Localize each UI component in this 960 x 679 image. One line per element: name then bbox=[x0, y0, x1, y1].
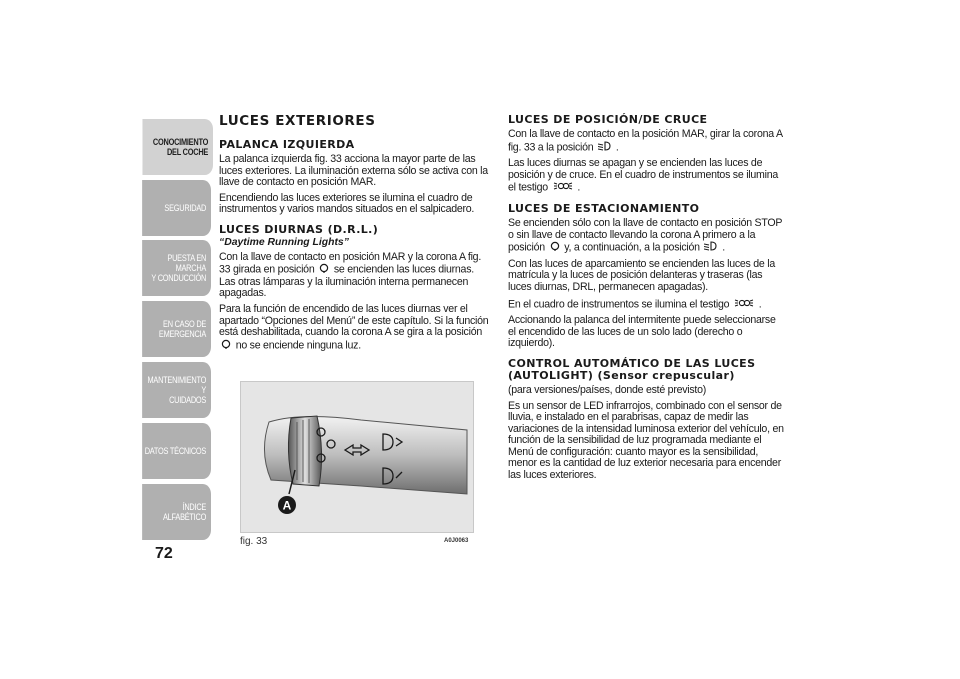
section-heading: LUCES DIURNAS (D.R.L.) bbox=[219, 222, 379, 236]
section-luces-estacionamiento bbox=[508, 203, 784, 350]
tab-puesta-en-marcha[interactable]: PUESTA EN MARCHA Y CONDUCCIÓN bbox=[142, 240, 211, 296]
paragraph: Se encienden sólo con la llave de contacto en posición STOP o sin llave de contacto llevando la corona A primero a la posición y, a continuación, a la posición . bbox=[508, 216, 783, 254]
light-stalk-illustration bbox=[241, 382, 473, 532]
callout-a-label: A bbox=[282, 498, 292, 513]
paragraph: Accionando la palanca del intermitente puede seleccionarse el encendido de las luces de un solo lado (derecho o izquierdo). bbox=[508, 314, 776, 350]
figure-caption: fig. 33 bbox=[240, 536, 268, 547]
paragraph: La palanca izquierda fig. 33 acciona la mayor parte de las luces exteriores. La iluminación externa sólo se activa con la llave de contacto en posición MAR. bbox=[219, 153, 488, 189]
paragraph: Con la llave de contacto en posición MAR y la corona A fig. 33 girada en posición se encienden las luces diurnas. Las otras lámparas y la iluminación interna permanecen apagadas. bbox=[219, 250, 482, 300]
section-autolight bbox=[508, 358, 784, 482]
low-beam-icon bbox=[598, 141, 611, 155]
section-subtitle: “Daytime Running Lights” bbox=[219, 236, 349, 248]
paragraph: (para versiones/países, donde esté previsto) bbox=[508, 383, 707, 396]
paragraph: Las luces diurnas se apagan y se encienden las luces de posición y de cruce. En el cuadro de instrumentos se ilumina el testigo . bbox=[508, 157, 779, 194]
paragraph: Para la función de encendido de las luces diurnas ver el apartado “Opciones del Menú” de este capítulo. Si la función está deshabilitada, cuando la corona A se gira a la posición no se enciende ninguna luz. bbox=[219, 302, 489, 352]
off-position-icon bbox=[550, 241, 560, 255]
paragraph: Encendiendo las luces exteriores se ilumina el cuadro de instrumentos y varios mandos situados en el salpicadero. bbox=[219, 191, 475, 216]
section-heading: LUCES DE ESTACIONAMIENTO bbox=[508, 201, 700, 215]
section-luces-diurnas bbox=[219, 224, 491, 352]
section-palanca-izquierda bbox=[219, 139, 491, 216]
paragraph: En el cuadro de instrumentos se ilumina el testigo . bbox=[508, 298, 762, 311]
tab-mantenimiento[interactable]: MANTENIMIENTO Y CUIDADOS bbox=[142, 362, 211, 418]
page-number: 72 bbox=[155, 545, 173, 562]
tab-en-caso-de-emergencia[interactable]: EN CASO DE EMERGENCIA bbox=[142, 301, 211, 357]
right-column bbox=[508, 114, 784, 490]
low-beam-icon bbox=[704, 241, 717, 255]
tab-conocimiento-del-coche[interactable]: CONOCIMIENTO DEL COCHE bbox=[142, 119, 213, 175]
tab-indice-alfabetico[interactable]: ÍNDICE ALFABÉTICO bbox=[142, 484, 211, 540]
figure-light-stalk bbox=[240, 381, 474, 533]
position-lights-warning-icon bbox=[553, 181, 573, 195]
drl-position-icon bbox=[221, 339, 231, 353]
section-luces-posicion-cruce bbox=[508, 114, 784, 195]
section-heading: CONTROL AUTOMÁTICO DE LAS LUCES (AUTOLIGHT) (Sensor crepuscular) bbox=[508, 356, 756, 382]
section-heading: LUCES DE POSICIÓN/DE CRUCE bbox=[508, 113, 708, 126]
figure-code: A0J0063 bbox=[444, 538, 469, 544]
page-title: LUCES EXTERIORES bbox=[219, 113, 376, 129]
tab-seguridad[interactable]: SEGURIDAD bbox=[142, 180, 211, 236]
position-lights-warning-icon bbox=[734, 298, 754, 312]
drl-position-icon bbox=[319, 263, 329, 277]
paragraph: Es un sensor de LED infrarrojos, combinado con el sensor de lluvia, e instalado en el parabrisas, capaz de medir las variaciones de la intensidad luminosa exterior del vehículo, en función de la sensibilidad de luz programada mediante el Menú de configuración: cuanto mayor es la sensibilidad, menor es la cantidad de luz exterior necesaria para encender las luces exteriores. bbox=[508, 399, 784, 482]
paragraph: Con las luces de aparcamiento se encienden las luces de la matrícula y la luces de posición delanteras y traseras (las luces diurnas, DRL, permanecen apagadas). bbox=[508, 257, 775, 293]
tab-datos-tecnicos[interactable]: DATOS TÉCNICOS bbox=[142, 423, 211, 479]
left-column bbox=[219, 114, 491, 360]
paragraph: Con la llave de contacto en la posición MAR, girar la corona A fig. 33 a la posición . bbox=[508, 128, 783, 154]
section-heading: PALANCA IZQUIERDA bbox=[219, 138, 355, 151]
